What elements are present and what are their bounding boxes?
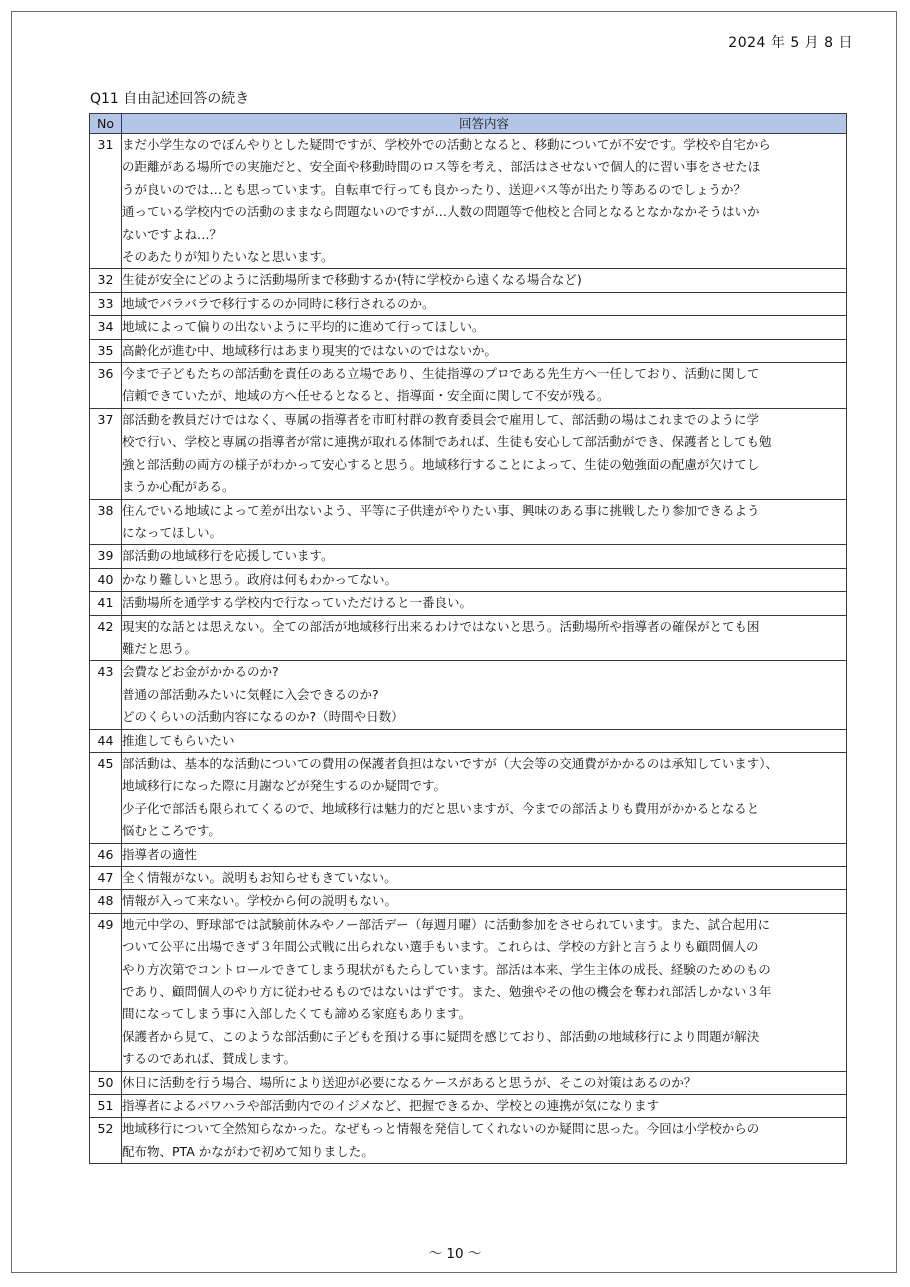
answer-line: 現実的な話とは思えない。全ての部活が地域移行出来るわけではないと思う。活動場所や指導者の確保がとても困 bbox=[122, 618, 760, 634]
answer-line: 地域移行について全然知らなかった。なぜもっと情報を発信してくれないのか疑問に思った。今回は小学校からの bbox=[122, 1121, 760, 1137]
row-number: 34 bbox=[90, 316, 122, 339]
page-number: ～ 10 ～ bbox=[428, 1246, 482, 1262]
answer-line: 休日に活動を行う場合、場所により送迎が必要になるケースがあると思うが、そこの対策はあるのか？ bbox=[122, 1074, 697, 1090]
row-number: 32 bbox=[90, 269, 122, 292]
section-title: Q11 自由記述回答の続き bbox=[90, 91, 250, 107]
answer-line: になってほしい。 bbox=[122, 524, 223, 540]
answer-line: 住んでいる地域によって差が出ないよう、平等に子供達がやりたい事、興味のある事に挑戦したり参加できるよう bbox=[122, 502, 760, 518]
answer-text bbox=[122, 615, 847, 661]
table-row bbox=[90, 363, 847, 409]
answer-text bbox=[122, 363, 847, 409]
answer-line: 地域移行になった際に月謝などが発生するのか疑問です。 bbox=[122, 778, 447, 794]
answer-line: 全く情報がない。説明もお知らせもきていない。 bbox=[122, 870, 397, 885]
table-row bbox=[90, 1071, 847, 1094]
table-row bbox=[90, 545, 847, 568]
answer-text bbox=[122, 1118, 847, 1164]
table-row bbox=[90, 134, 847, 269]
answer-line: 地域によって偏りの出ないように平均的に進めて行ってほしい。 bbox=[122, 319, 485, 335]
answer-line: 普通の部活動みたいに気軽に入会できるのか? bbox=[122, 686, 379, 702]
answer-line: 今まで子どもたちの部活動を責任のある立場であり、生徒指導のプロである先生方へ一任しており、活動に関して bbox=[122, 366, 760, 382]
answer-text bbox=[122, 316, 847, 339]
row-number: 37 bbox=[90, 408, 122, 499]
answer-text bbox=[122, 729, 847, 752]
answer-line: 通っている学校内での活動のままなら問題ないのですが…人数の問題等で他校と合同となるとなかなかそうはいか bbox=[122, 204, 760, 220]
answer-line: 部活動を教員だけではなく、専属の指導者を市町村群の教育委員会で雇用して、部活動の場はこれまでのように学 bbox=[122, 411, 760, 427]
answer-text bbox=[122, 545, 847, 568]
answer-line: 活動場所を通学する学校内で行なっていただけると一番良い。 bbox=[122, 595, 473, 611]
row-number: 46 bbox=[90, 843, 122, 866]
answer-line: ないですよね…？ bbox=[122, 226, 223, 242]
table-row bbox=[90, 867, 847, 890]
row-number: 38 bbox=[90, 499, 122, 545]
answer-line: 少子化で部活も限られてくるので、地域移行は魅力的だと思いますが、今までの部活よりも費用がかかるとなると bbox=[122, 800, 760, 816]
answer-line: ついて公平に出場できず３年間公式戦に出られない選手もいます。これらは、学校の方針と言うよりも顧問個人の bbox=[122, 939, 759, 955]
answer-line: 指導者によるパワハラや部活動内でのイジメなど、把握できるか、学校との連携が気になります bbox=[122, 1098, 660, 1114]
table-row bbox=[90, 1118, 847, 1164]
table-row bbox=[90, 661, 847, 729]
answer-text bbox=[122, 339, 847, 362]
row-number: 41 bbox=[90, 592, 122, 615]
answer-text bbox=[122, 592, 847, 615]
answer-line: 指導者の適性 bbox=[122, 846, 198, 862]
row-number: 47 bbox=[90, 867, 122, 890]
answer-text bbox=[122, 867, 847, 890]
row-number: 39 bbox=[90, 545, 122, 568]
answer-text bbox=[122, 408, 847, 499]
answer-text bbox=[122, 890, 847, 913]
answer-text bbox=[122, 134, 847, 269]
row-number: 49 bbox=[90, 913, 122, 1071]
answers-table bbox=[89, 113, 847, 1164]
table-row bbox=[90, 568, 847, 591]
answer-line: の距離がある場所での実施だと、安全面や移動時間のロス等を考え、部活はさせないで個人的に習い事をさせたほ bbox=[122, 159, 761, 175]
table-row bbox=[90, 913, 847, 1071]
answer-line: 信頼できていたが、地域の方へ任せるとなると、指導面・安全面に関して不安が残る。 bbox=[122, 388, 610, 404]
answer-text bbox=[122, 499, 847, 545]
answer-text bbox=[122, 661, 847, 729]
table-header-row bbox=[90, 114, 847, 134]
answer-line: であり、顧問個人のやり方に従わせるものではないはずです。また、勉強やその他の機会を奪われ部活しかない３年 bbox=[122, 984, 772, 1000]
row-number: 51 bbox=[90, 1095, 122, 1118]
table-row bbox=[90, 729, 847, 752]
table-row bbox=[90, 339, 847, 362]
answer-text bbox=[122, 269, 847, 292]
row-number: 48 bbox=[90, 890, 122, 913]
column-header-no: No bbox=[90, 114, 122, 134]
table-row bbox=[90, 269, 847, 292]
answer-text bbox=[122, 568, 847, 591]
table-row bbox=[90, 499, 847, 545]
answer-line: するのであれば、賛成します。 bbox=[122, 1051, 297, 1067]
table-body bbox=[90, 134, 847, 1164]
answer-line: 部活動は、基本的な活動についての費用の保護者負担はないですが（大会等の交通費がかかるのは承知しています）、 bbox=[122, 755, 779, 771]
answer-line: うが良いのでは…とも思っています。自転車で行っても良かったり、送迎バス等が出たり等あるのでしょうか？ bbox=[122, 181, 747, 197]
answer-text bbox=[122, 1095, 847, 1118]
answer-text bbox=[122, 1071, 847, 1094]
answer-line: 部活動の地域移行を応援しています。 bbox=[122, 548, 334, 564]
answer-line: 強と部活動の両方の様子がわかって安心すると思う。地域移行することによって、生徒の勉強面の配慮が欠けてし bbox=[122, 456, 760, 472]
row-number: 43 bbox=[90, 661, 122, 729]
column-header-content: 回答内容 bbox=[122, 114, 847, 134]
answer-text bbox=[122, 913, 847, 1071]
table-row bbox=[90, 752, 847, 843]
answer-text bbox=[122, 843, 847, 866]
table-row bbox=[90, 592, 847, 615]
answer-line: 推進してもらいたい bbox=[122, 732, 235, 748]
table-row bbox=[90, 292, 847, 315]
answer-line: 保護者から見て、このような部活動に子どもを預ける事に疑問を感じており、部活動の地域移行により問題が解決 bbox=[122, 1028, 760, 1044]
table-row bbox=[90, 843, 847, 866]
answer-text bbox=[122, 292, 847, 315]
answer-line: 地元中学の、野球部では試験前休みやノー部活デー（毎週月曜）に活動参加をさせられています。また、試合起用に bbox=[122, 916, 771, 932]
answer-line: かなり難しいと思う。政府は何もわかってない。 bbox=[122, 571, 398, 587]
answer-line: 地域でバラバラで移行するのか同時に移行されるのか。 bbox=[122, 295, 435, 311]
answer-line: 間になってしまう事に入部したくても諦める家庭もあります。 bbox=[122, 1006, 472, 1022]
row-number: 35 bbox=[90, 339, 122, 362]
answer-line: 難だと思う。 bbox=[122, 640, 198, 656]
table-row bbox=[90, 890, 847, 913]
answer-line: まうか心配がある。 bbox=[122, 479, 235, 495]
document-date: 2024 年 5 月 8 日 bbox=[728, 35, 853, 51]
row-number: 50 bbox=[90, 1071, 122, 1094]
table-row bbox=[90, 1095, 847, 1118]
answer-text bbox=[122, 752, 847, 843]
answer-line: どのくらいの活動内容になるのか?（時間や日数） bbox=[122, 709, 404, 725]
row-number: 40 bbox=[90, 568, 122, 591]
row-number: 31 bbox=[90, 134, 122, 269]
table-row bbox=[90, 408, 847, 499]
table-row bbox=[90, 615, 847, 661]
answer-line: そのあたりが知りたいなと思います。 bbox=[122, 249, 334, 265]
row-number: 33 bbox=[90, 292, 122, 315]
answer-line: 情報が入って来ない。学校から何の説明もない。 bbox=[122, 893, 398, 909]
row-number: 45 bbox=[90, 752, 122, 843]
table-row bbox=[90, 316, 847, 339]
answer-line: 会費などお金がかかるのか? bbox=[122, 664, 279, 680]
answer-line: 校で行い、学校と専属の指導者が常に連携が取れる体制であれば、生徒も安心して部活動ができ、保護者としても勉 bbox=[122, 434, 772, 450]
row-number: 52 bbox=[90, 1118, 122, 1164]
row-number: 44 bbox=[90, 729, 122, 752]
answer-line: やり方次第でコントロールできてしまう現状がもたらしています。部活は本来、学生主体の成長、経験のためのもの bbox=[122, 961, 771, 977]
row-number: 36 bbox=[90, 363, 122, 409]
answer-line: 高齢化が進む中、地域移行はあまり現実的ではないのではないか。 bbox=[122, 342, 498, 358]
answer-line: 配布物、PTA かながわで初めて知りました。 bbox=[122, 1143, 374, 1159]
answer-line: まだ小学生なのでぼんやりとした疑問ですが、学校外での活動となると、移動についてが不安です。学校や自宅から bbox=[122, 137, 771, 152]
answer-line: 悩むところです。 bbox=[122, 823, 221, 839]
row-number: 42 bbox=[90, 615, 122, 661]
answer-line: 生徒が安全にどのように活動場所まで移動するか(特に学校から遠くなる場合など) bbox=[122, 272, 582, 288]
